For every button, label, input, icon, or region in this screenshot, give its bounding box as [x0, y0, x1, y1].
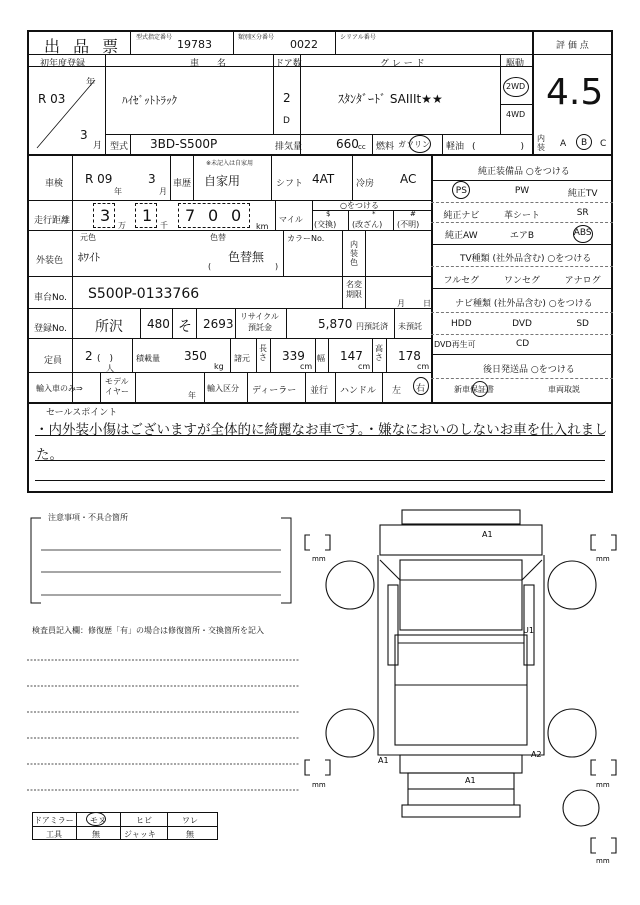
handle-label: ハンドル: [340, 386, 377, 396]
navi-row: [431, 319, 613, 329]
load-kg: kg: [214, 362, 224, 371]
history-label: 車歴: [173, 179, 192, 189]
equip-leather: 革シート: [504, 211, 541, 221]
fuel-gasoline-circle: [409, 135, 431, 153]
mileage-sen: 千: [160, 221, 168, 230]
damage-mark-hood: A1: [482, 530, 493, 539]
cc-unit: cc: [358, 143, 366, 151]
warranty-circle: [472, 381, 488, 397]
sales-point-line-1: ・内外装小傷はございますが全体的に綺麗なお車です。・嫌なにおいのしないお車を仕入れまし: [35, 422, 608, 438]
tool-value: 無: [92, 830, 100, 839]
sales-point-line-2: た。: [36, 447, 63, 463]
height-value: 178: [398, 349, 421, 363]
original-color-label: 元色: [80, 233, 96, 242]
name-change-month: 月: [397, 299, 405, 308]
navi-hdd: HDD: [451, 319, 472, 329]
recycle-unpaid: 未預託: [398, 322, 422, 331]
name-change-label: 名変期限: [346, 280, 362, 299]
class-number: 0022: [290, 38, 318, 51]
equip-ps-circle: [452, 181, 470, 199]
damage-mark-rear-gate: A1: [465, 776, 476, 785]
import-class-label: 輸入区分: [207, 384, 239, 393]
doors-label: ドア数: [275, 59, 302, 69]
mileage-mile: マイル: [279, 215, 303, 224]
interior-c: C: [600, 139, 607, 149]
import-label: 輸入車のみ⇒: [36, 384, 83, 393]
ac-label: 冷房: [356, 179, 375, 189]
mileage-digit-1: 3: [100, 206, 111, 225]
equip-ps: PS: [455, 186, 467, 196]
first-reg-month: 3: [80, 128, 88, 142]
chassis-number: S500P-0133766: [88, 286, 200, 302]
tv-row: [431, 273, 613, 286]
capacity-paren: ( ): [97, 354, 114, 364]
model-year-unit: 年: [188, 391, 196, 400]
mileage-digit-3: 7: [185, 206, 196, 225]
interior-b: B: [581, 138, 588, 148]
handle-left: 左: [392, 386, 402, 396]
car-name: ﾊｲｾﾞｯﾄﾄﾗｯｸ: [122, 94, 177, 107]
drive-2wd: 2WD: [506, 82, 526, 91]
mm-rear-left: mm: [312, 781, 326, 789]
mirror-break: ワレ: [182, 816, 198, 825]
mileage-circle-note: ○をつける: [340, 201, 379, 210]
tv-fullseg: フルセグ: [443, 276, 480, 286]
shift-label: シフト: [276, 179, 304, 189]
height-label: 高さ: [375, 344, 383, 362]
fuel-gasoline: ガソリン: [398, 140, 430, 149]
tv-oneseg: ワンセグ: [504, 276, 541, 286]
mirror-motor-circle: [86, 812, 106, 826]
fuel-diesel: 軽油: [446, 142, 465, 152]
navi-type-title: ナビ種類 (社外品含む) ○をつける: [455, 299, 593, 309]
jack-label: ジャッキ: [124, 830, 156, 839]
mileage-swap-sym: $: [326, 210, 331, 218]
length-label: 長さ: [259, 344, 267, 362]
registration-class: 480: [147, 317, 170, 331]
model-label: 型式: [110, 142, 129, 152]
fuel-paren: ( ): [472, 142, 525, 152]
length-value: 339: [282, 349, 305, 363]
repaint-paren-close: ): [275, 262, 279, 271]
shift-value: 4AT: [312, 172, 335, 186]
mm-front-left: mm: [312, 555, 326, 563]
jack-value: 無: [186, 830, 194, 839]
dims-label: 諸元: [234, 354, 250, 363]
serial-label: シリアル番号: [340, 34, 376, 41]
registration-area: 所沢: [95, 319, 123, 335]
navi-dvd: DVD: [512, 319, 532, 329]
inspection-year: R 09: [85, 172, 113, 186]
history-value: 自家用: [204, 174, 241, 188]
tool-label: 工具: [46, 830, 62, 839]
width-label: 幅: [317, 354, 325, 363]
drive-label: 駆動: [506, 59, 525, 69]
length-cm: cm: [300, 362, 313, 371]
recycle-label: リサイクル: [240, 312, 279, 321]
genuine-row-2: [431, 208, 613, 221]
mileage-label: 走行距離: [34, 216, 71, 226]
mileage-digit-5: 0: [231, 206, 242, 225]
width-value: 147: [340, 349, 363, 363]
name-change-day: 日: [423, 299, 431, 308]
registration-label: 登録No.: [34, 324, 67, 334]
registration-kana: そ: [178, 319, 192, 335]
door-suffix: D: [283, 116, 290, 126]
doors-value: 2: [283, 91, 291, 105]
form-title: 出 品 票: [44, 37, 123, 56]
genuine-equip-title: 純正装備品 ○をつける: [478, 167, 570, 177]
year-unit: 年: [86, 78, 96, 88]
model-year-label-2: イヤー: [105, 387, 129, 396]
mileage-km: km: [256, 222, 269, 231]
caution-label: 注意事項・不具合箇所: [48, 513, 128, 522]
vehicle-damage-diagram: [300, 505, 630, 875]
damage-mark-rear-right: A2: [531, 750, 542, 759]
new-car-warranty: 新車保証書: [454, 385, 494, 394]
color-no-label: カラーNo.: [287, 234, 325, 243]
fuel-label: 燃料: [376, 142, 395, 152]
grade-label: グ レ ー ド: [380, 59, 425, 69]
mileage-man: 万: [118, 221, 126, 230]
mirror-crack: ヒビ: [136, 816, 152, 825]
interior-label: 内装: [537, 134, 545, 152]
width-cm: cm: [358, 362, 371, 371]
equip-abs-circle: [573, 225, 593, 243]
inspection-month-unit: 月: [159, 187, 167, 196]
equip-genuine-tv: 純正TV: [567, 189, 598, 199]
class-label: 類別区分番号: [238, 34, 275, 41]
tv-analog: アナログ: [564, 276, 601, 286]
equip-genuine-navi: 純正ナビ: [443, 211, 480, 221]
first-reg-label: 初年度登録: [40, 59, 86, 69]
equip-airbag: エアB: [509, 231, 535, 241]
mileage-digit-4: 0: [208, 206, 219, 225]
mm-rear-right: mm: [596, 781, 610, 789]
cd-playback: CD: [516, 339, 530, 349]
mm-front-right: mm: [596, 555, 610, 563]
inspection-label: 車検: [45, 179, 64, 189]
mileage-mod: (改ざん): [352, 220, 383, 229]
ac-value: AC: [400, 172, 417, 186]
mileage-digit-2: 1: [142, 206, 153, 225]
displacement-value: 660: [336, 137, 359, 151]
damage-mark-right-side: U1: [523, 626, 534, 635]
handle-right: 右: [416, 384, 426, 394]
capacity-person-unit: 人: [106, 364, 114, 373]
type-cert-label: 型式指定番号: [136, 34, 173, 41]
vehicle-manual: 車両取説: [548, 385, 580, 394]
history-note: ※未記入は自家用: [206, 160, 254, 167]
mileage-unk-sym: #: [410, 210, 416, 218]
inspection-month: 3: [148, 172, 156, 186]
interior-color-label: 内装色: [350, 240, 358, 267]
displacement-label: 排気量: [275, 142, 303, 152]
inspector-label: 検査員記入欄：修復歴「有」の場合は修復箇所・交換箇所を記入: [32, 626, 264, 635]
score-value: 4.5: [546, 72, 604, 113]
import-dealer: ディーラー: [252, 386, 297, 396]
inspector-lines: [27, 650, 302, 800]
original-color: ﾎﾜｲﾄ: [78, 251, 100, 264]
score-label: 評 価 点: [556, 41, 589, 51]
interior-a: A: [560, 139, 567, 149]
repaint-paren-open: (: [208, 262, 212, 271]
recycle-value: 5,870: [318, 317, 353, 331]
capacity-persons: 2: [85, 349, 93, 363]
recycle-unit: 円預託済: [356, 322, 388, 331]
month-unit: 月: [93, 141, 103, 151]
model-value: 3BD-S500P: [150, 137, 218, 151]
equip-abs: ABS: [573, 228, 592, 238]
caution-lines: [27, 515, 295, 605]
mileage-swap: (交換): [314, 220, 337, 229]
capacity-label: 定員: [44, 356, 63, 366]
navi-sd: SD: [576, 319, 589, 329]
later-ship-title: 後日発送品 ○をつける: [483, 365, 575, 375]
inspection-year-unit: 年: [114, 187, 122, 196]
load-value: 350: [184, 349, 207, 363]
load-label: 積載量: [136, 354, 160, 363]
mileage-mod-sym: *: [372, 210, 376, 218]
type-cert-number: 19783: [177, 38, 212, 51]
first-reg-year: R 03: [38, 92, 66, 106]
car-name-label: 車 名: [190, 59, 227, 69]
exterior-color-label: 外装色: [36, 256, 64, 266]
registration-number: 2693: [203, 317, 234, 331]
grade-value: ｽﾀﾝﾀﾞｰﾄﾞ SAIIIt★★: [338, 92, 443, 106]
equip-genuine-aw: 純正AW: [445, 231, 478, 241]
recycle-label-2: 預託金: [248, 323, 272, 332]
chassis-label: 車台No.: [34, 293, 67, 303]
model-year-label: モデル: [105, 377, 129, 386]
mileage-unk: (不明): [397, 220, 420, 229]
repaint-value: 色替無: [228, 250, 265, 264]
damage-mark-rear-left: A1: [378, 756, 389, 765]
mirror-motor: モヌ: [90, 816, 106, 825]
drive-4wd: 4WD: [506, 110, 526, 119]
height-cm: cm: [417, 362, 430, 371]
mm-spare: mm: [596, 857, 610, 865]
import-parallel: 並行: [310, 386, 329, 396]
repaint-label: 色替: [210, 233, 226, 242]
sales-point-label: セールスポイント: [46, 408, 118, 418]
equip-pw: PW: [514, 186, 530, 196]
dvd-playback: DVD再生可: [434, 340, 476, 349]
tv-type-title: TV種類 (社外品含む) ○をつける: [460, 254, 592, 264]
equip-sr: SR: [576, 208, 589, 218]
mirror-label: ドアミラー: [34, 816, 74, 825]
